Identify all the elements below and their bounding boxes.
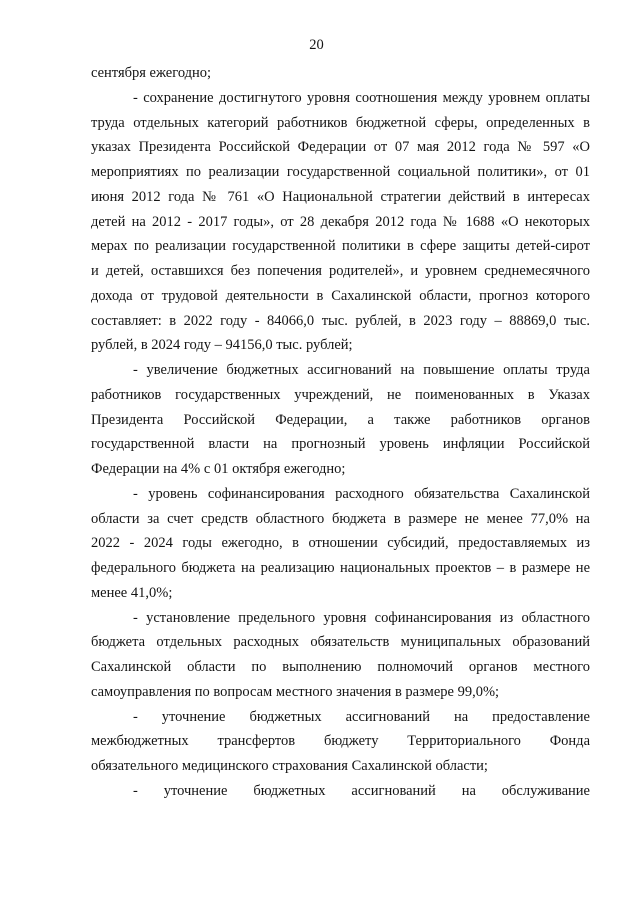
paragraph bbox=[91, 705, 590, 779]
text-line: детей на 2012 - 2017 годы», от 28 декабря 2012 года № 1688 «О некоторых bbox=[91, 213, 590, 230]
text-line: - уточнение бюджетных ассигнований на обслуживание bbox=[133, 782, 590, 799]
paragraph bbox=[91, 61, 590, 86]
text-line: - уточнение бюджетных ассигнований на предоставление bbox=[133, 708, 590, 725]
text-line: самоуправления по вопросам местного значения в размере 99,0%; bbox=[91, 683, 500, 700]
text-line: Президента Российской Федерации, а также работников органов bbox=[91, 411, 590, 428]
document-body bbox=[91, 61, 590, 804]
text-line: указах Президента Российской Федерации от 07 мая 2012 года № 597 «О bbox=[91, 139, 590, 156]
text-line: 2022 - 2024 годы ежегодно, в отношении субсидий, предоставляемых из bbox=[91, 535, 590, 552]
text-line: федерального бюджета на реализацию национальных проектов – в размере не bbox=[91, 560, 590, 576]
text-line: области за счет средств областного бюджета в размере не менее 77,0% на bbox=[91, 510, 590, 527]
text-line: бюджета отдельных расходных обязательств муниципальных образований bbox=[91, 634, 590, 651]
page-number: 20 bbox=[309, 37, 324, 53]
text-line: мерах по реализации государственной политики в сфере защиты детей-сирот bbox=[91, 238, 590, 255]
paragraph bbox=[91, 482, 590, 606]
text-line: работников государственных учреждений, не поименованных в Указах bbox=[91, 386, 590, 403]
text-line: сентября ежегодно; bbox=[91, 65, 212, 81]
text-line: менее 41,0%; bbox=[91, 584, 173, 601]
text-line: - увеличение бюджетных ассигнований на повышение оплаты труда bbox=[133, 362, 590, 378]
text-line: межбюджетных трансфертов бюджету Территориального Фонда bbox=[91, 733, 590, 750]
text-line: рублей, в 2024 году – 94156,0 тыс. рублей; bbox=[91, 337, 353, 354]
text-line: составляет: в 2022 году - 84066,0 тыс. рублей, в 2023 году – 88869,0 тыс. bbox=[91, 312, 590, 329]
text-line: труда отдельных категорий работников бюджетной сферы, определенных в bbox=[91, 114, 590, 131]
text-line: государственной власти на прогнозный уровень инфляции Российской bbox=[91, 436, 590, 453]
text-line: дохода от трудовой деятельности в Сахалинской области, прогноз которого bbox=[91, 287, 590, 304]
text-line: - установление предельного уровня софинансирования из областного bbox=[133, 609, 590, 626]
paragraph bbox=[91, 86, 590, 358]
paragraph bbox=[91, 358, 590, 482]
text-line: июня 2012 года № 761 «О Национальной стратегии действий в интересах bbox=[91, 188, 590, 205]
text-line: обязательного медицинского страхования Сахалинской области; bbox=[91, 758, 488, 774]
text-line: Сахалинской области по выполнению полномочий органов местного bbox=[91, 659, 590, 675]
text-line: и детей, оставшихся без попечения родителей», и уровнем среднемесячного bbox=[91, 263, 590, 279]
text-line: - уровень софинансирования расходного обязательства Сахалинской bbox=[133, 485, 590, 502]
paragraph bbox=[91, 779, 590, 804]
text-line: мероприятиях по реализации государственной социальной политики», от 01 bbox=[91, 164, 590, 180]
text-line: - сохранение достигнутого уровня соотношения между уровнем оплаты bbox=[133, 89, 590, 106]
paragraph bbox=[91, 606, 590, 705]
text-line: Федерации на 4% с 01 октября ежегодно; bbox=[91, 461, 346, 477]
